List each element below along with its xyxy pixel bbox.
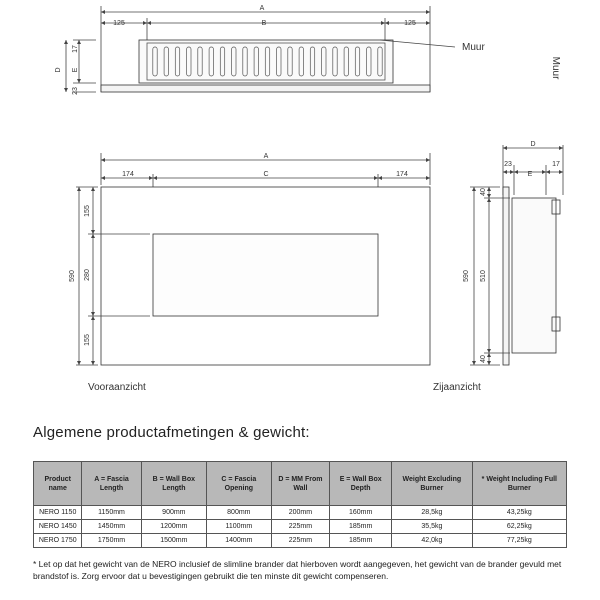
header-fascia-length: A = Fascia Length <box>82 462 141 506</box>
side-dim-40-bottom: 40 <box>480 355 487 363</box>
front-dim-155-bottom: 155 <box>84 334 91 346</box>
table-cell: NERO 1150 <box>34 506 82 520</box>
front-dim-left-174: 174 <box>122 171 134 178</box>
dimensions-table <box>33 461 567 548</box>
front-dim-a: A <box>263 153 269 160</box>
side-wall-label: Muur <box>550 56 561 80</box>
front-dim-280: 280 <box>84 269 91 281</box>
header-weight-including: * Weight Including Full Burner <box>472 462 566 506</box>
header-from-wall: D = MM From Wall <box>271 462 330 506</box>
side-view <box>470 145 563 365</box>
table-row <box>34 520 567 534</box>
table-cell: 800mm <box>207 506 271 520</box>
table-cell: 1400mm <box>207 534 271 548</box>
table-cell: 28,5kg <box>392 506 473 520</box>
table-cell: NERO 1450 <box>34 520 82 534</box>
table-cell: 1100mm <box>207 520 271 534</box>
side-dim-510: 510 <box>480 270 487 282</box>
front-dim-590: 590 <box>69 270 76 282</box>
header-wall-box-depth: E = Wall Box Depth <box>330 462 392 506</box>
table-cell: 1150mm <box>82 506 141 520</box>
table-cell: 43,25kg <box>472 506 566 520</box>
table-cell: 225mm <box>271 520 330 534</box>
table-header-row <box>34 462 567 506</box>
side-dim-40-top: 40 <box>480 188 487 196</box>
front-dim-right-174: 174 <box>396 171 408 178</box>
top-dim-b: B <box>261 20 267 27</box>
table-cell: NERO 1750 <box>34 534 82 548</box>
table-row <box>34 534 567 548</box>
table-cell: 1500mm <box>141 534 207 548</box>
table-cell: 185mm <box>330 534 392 548</box>
side-dim-e: E <box>527 171 533 178</box>
front-view-caption: Vooraanzicht <box>88 382 146 393</box>
front-dim-155-top: 155 <box>84 205 91 217</box>
header-product-name: Product name <box>34 462 82 506</box>
table-cell: 1750mm <box>82 534 141 548</box>
side-dim-23: 23 <box>504 161 512 168</box>
table-cell: 225mm <box>271 534 330 548</box>
side-dim-d: D <box>530 141 536 148</box>
weight-footnote: * Let op dat het gewicht van de NERO inclusief de slimline brander dat hierboven wordt aangegeven, het gewicht van de brander gevuld met brandstof is. Zorg ervoor dat u bevestigingen gebruikt die ten minste dit gewicht compenseren. <box>33 559 562 581</box>
table-cell: 185mm <box>330 520 392 534</box>
section-title: Algemene productafmetingen & gewicht: <box>33 424 310 441</box>
side-dim-590: 590 <box>463 270 470 282</box>
front-dim-c: C <box>263 171 269 178</box>
table-cell: 1450mm <box>82 520 141 534</box>
table-cell: 35,5kg <box>392 520 473 534</box>
table-cell: 77,25kg <box>472 534 566 548</box>
top-wall-label: Muur <box>462 42 485 53</box>
top-dim-left-125: 125 <box>113 20 125 27</box>
top-dim-d: D <box>55 67 62 73</box>
header-fascia-opening: C = Fascia Opening <box>207 462 271 506</box>
header-weight-excluding: Weight Excluding Burner <box>392 462 473 506</box>
table-cell: 62,25kg <box>472 520 566 534</box>
top-dim-23: 23 <box>72 87 79 95</box>
table-cell: 200mm <box>271 506 330 520</box>
table-cell: 42,0kg <box>392 534 473 548</box>
side-view-caption: Zijaanzicht <box>433 382 481 393</box>
header-wall-box-length: B = Wall Box Length <box>141 462 207 506</box>
table-cell: 160mm <box>330 506 392 520</box>
table-cell: 1200mm <box>141 520 207 534</box>
table-cell: 900mm <box>141 506 207 520</box>
top-view <box>66 6 455 92</box>
top-dim-17: 17 <box>72 45 79 53</box>
top-dim-a: A <box>259 5 265 12</box>
table-row <box>34 506 567 520</box>
top-dim-e: E <box>72 67 79 73</box>
side-dim-17: 17 <box>552 161 560 168</box>
top-dim-right-125: 125 <box>404 20 416 27</box>
front-view <box>76 153 430 365</box>
